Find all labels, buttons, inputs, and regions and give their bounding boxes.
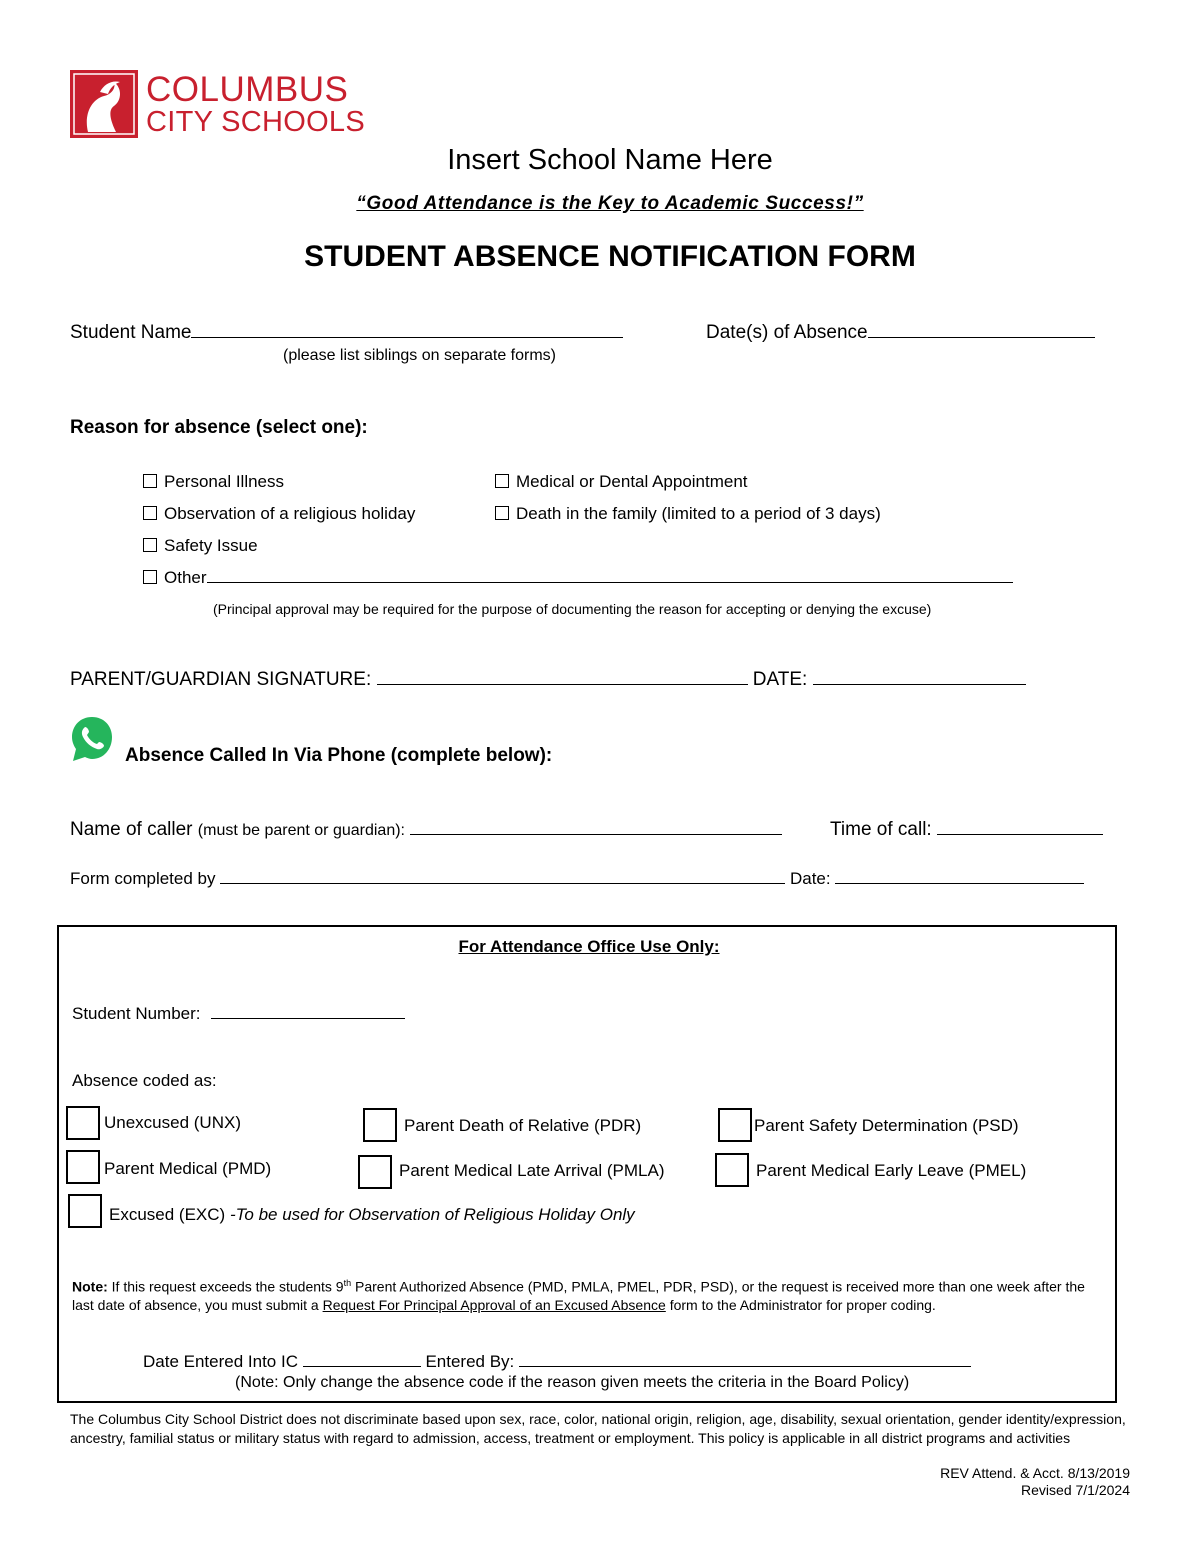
code-label-unx: Unexcused (UNX)	[104, 1113, 241, 1132]
signature-label: PARENT/GUARDIAN SIGNATURE:	[70, 669, 372, 690]
phone-icon	[70, 715, 114, 765]
code-checkbox-pdr[interactable]	[363, 1108, 397, 1142]
checkbox[interactable]	[143, 570, 157, 584]
revision-attend: REV Attend. & Acct. 8/13/2019	[940, 1465, 1130, 1481]
logo-text-city-schools: CITY SCHOOLS	[146, 106, 366, 138]
form-title: STUDENT ABSENCE NOTIFICATION FORM	[304, 240, 916, 273]
code-checkbox-pmel[interactable]	[715, 1153, 749, 1187]
code-checkbox-exc[interactable]	[68, 1194, 102, 1228]
reason-option-medical-dental[interactable]: Medical or Dental Appointment	[495, 472, 748, 492]
completed-by-field[interactable]	[220, 883, 785, 884]
code-label-pmd: Parent Medical (PMD)	[104, 1159, 272, 1178]
caller-name-field[interactable]	[410, 834, 782, 835]
principal-approval-request-link[interactable]: Request For Principal Approval of an Excused Absence	[322, 1296, 666, 1313]
dates-of-absence-field[interactable]	[868, 337, 1095, 338]
time-of-call-label: Time of call:	[830, 819, 932, 840]
note-label: Note:	[72, 1278, 108, 1295]
completed-by-row	[70, 869, 1084, 889]
board-policy-note: (Note: Only change the absence code if the reason given meets the criteria in the Board Policy)	[235, 1374, 910, 1391]
student-name-label: Student Name	[70, 322, 192, 343]
code-checkbox-unx[interactable]	[66, 1106, 100, 1140]
student-number-field[interactable]	[211, 1018, 405, 1019]
time-of-call-field[interactable]	[937, 834, 1103, 835]
completed-date-label: Date:	[789, 869, 831, 888]
completed-date-field[interactable]	[835, 883, 1084, 884]
checkbox[interactable]	[495, 474, 509, 488]
school-name: Insert School Name Here	[447, 144, 773, 176]
checkbox[interactable]	[143, 506, 157, 520]
logo-text-columbus: COLUMBUS	[146, 70, 349, 109]
signature-date-label: DATE:	[752, 669, 808, 690]
reason-option-personal-illness[interactable]: Personal Illness	[143, 472, 284, 492]
completed-by-label: Form completed by	[70, 869, 216, 888]
student-number-row	[72, 1004, 405, 1024]
caller-label: Name of caller	[70, 819, 193, 840]
checkbox[interactable]	[143, 474, 157, 488]
entered-by-field[interactable]	[519, 1366, 971, 1367]
code-label-psd: Parent Safety Determination (PSD)	[754, 1116, 1019, 1135]
absence-coded-label: Absence coded as:	[72, 1071, 217, 1090]
siblings-note: (please list siblings on separate forms)	[283, 347, 557, 364]
motto: “Good Attendance is the Key to Academic Success!”	[356, 193, 864, 214]
dates-of-absence-row	[706, 322, 1095, 344]
caller-row	[70, 819, 782, 841]
non-discrimination-disclaimer: The Columbus City School District does not discriminate based upon sex, race, color, national origin, religion, age, disability, sexual orientation, gender identity/expression, ancestry, familial status or military status with regard to admission, access, treatment or employment. This policy is applicable in all district programs and activities	[70, 1411, 1126, 1446]
reason-option-religious-holiday[interactable]: Observation of a religious holiday	[143, 504, 415, 524]
time-of-call-row	[830, 819, 1103, 841]
code-label-exc: Excused (EXC)	[109, 1205, 226, 1224]
student-number-label: Student Number:	[72, 1004, 201, 1023]
date-entered-field[interactable]	[303, 1366, 421, 1367]
signature-field[interactable]	[377, 684, 748, 685]
student-name-row	[70, 322, 623, 344]
student-name-field[interactable]	[191, 337, 623, 338]
reason-option-death-in-family[interactable]: Death in the family (limited to a period of 3 days)	[495, 504, 881, 524]
reason-option-other[interactable]: Other	[143, 568, 1013, 588]
principal-approval-note: (Principal approval may be required for the purpose of documenting the reason for accepting or denying the excuse)	[213, 601, 932, 617]
columbus-city-schools-logo-mark	[70, 70, 138, 138]
code-label-pdr: Parent Death of Relative (PDR)	[404, 1116, 642, 1135]
dates-of-absence-label: Date(s) of Absence	[706, 322, 868, 343]
code-row-exc	[109, 1205, 635, 1225]
code-label-pmla: Parent Medical Late Arrival (PMLA)	[399, 1161, 665, 1180]
code-checkbox-psd[interactable]	[718, 1108, 752, 1142]
other-reason-field[interactable]	[207, 582, 1013, 583]
reason-heading: Reason for absence (select one):	[70, 417, 368, 438]
excused-note: -To be used for Observation of Religious Holiday Only	[229, 1205, 635, 1224]
phone-section-heading: Absence Called In Via Phone (complete below):	[125, 745, 553, 766]
revision-date: Revised 7/1/2024	[1021, 1482, 1130, 1498]
office-use-heading: For Attendance Office Use Only:	[458, 937, 720, 956]
signature-date-field[interactable]	[813, 684, 1026, 685]
entered-by-label: Entered By:	[425, 1352, 515, 1371]
code-checkbox-pmd[interactable]	[66, 1150, 100, 1184]
checkbox[interactable]	[143, 538, 157, 552]
date-entered-row	[143, 1352, 971, 1372]
reason-option-safety-issue[interactable]: Safety Issue	[143, 536, 258, 556]
code-label-pmel: Parent Medical Early Leave (PMEL)	[756, 1161, 1027, 1180]
checkbox[interactable]	[495, 506, 509, 520]
signature-row	[70, 669, 1026, 691]
code-checkbox-pmla[interactable]	[358, 1155, 392, 1189]
date-entered-label: Date Entered Into IC	[143, 1352, 298, 1371]
caller-note: (must be parent or guardian):	[197, 822, 405, 839]
office-note: Note: If this request exceeds the students 9th Parent Authorized Absence (PMD, PMLA, PMEL, PDR, PSD), or the request is received more than one week after the last date of absence, you must submit a Request For Principal Approval of an Excused Absence form to the Administrator for proper coding.	[72, 1278, 1085, 1313]
